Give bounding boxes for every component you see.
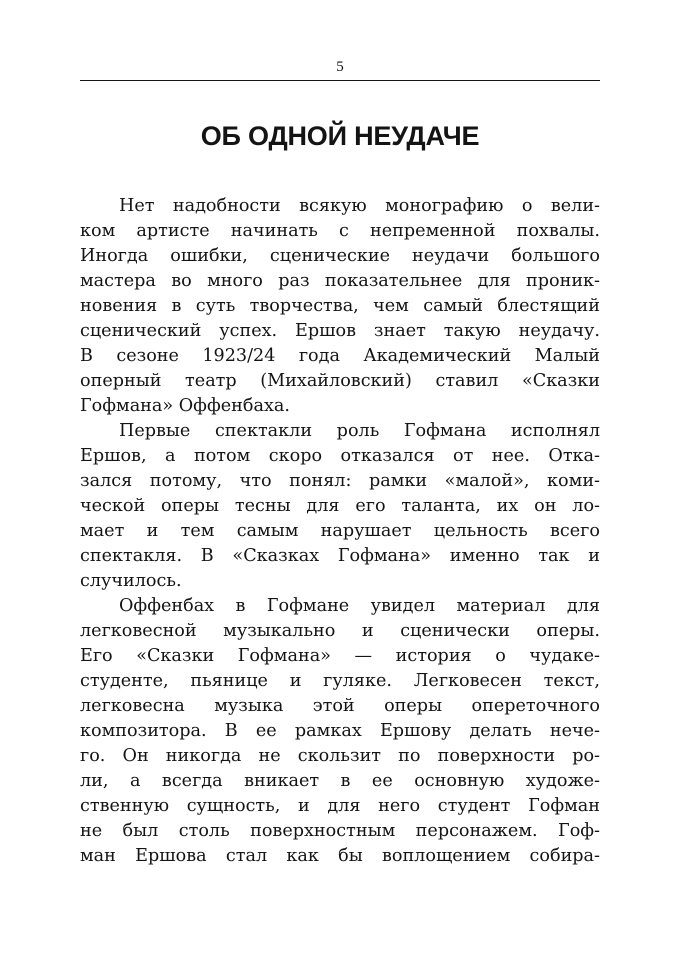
chapter-title: ОБ ОДНОЙ НЕУДАЧЕ xyxy=(200,121,480,151)
text-line: В сезоне 1923/24 года Академический Малый xyxy=(80,346,600,366)
text-line: ческой оперы тесны для его таланта, их он ло- xyxy=(80,496,600,516)
text-line: ли, а всегда вникает в ее основную художе- xyxy=(80,771,600,791)
text-line: зался потому, что понял: рамки «малой», коми- xyxy=(80,471,600,491)
text-line: ман Ершова стал как бы воплощением собира- xyxy=(80,846,600,866)
text-line: легковесной музыкально и сценически оперы. xyxy=(80,621,600,641)
text-line: Первые спектакли роль Гофмана исполнял xyxy=(119,421,600,441)
text-line: ком артисте начинать с непременной похвалы. xyxy=(80,221,600,241)
body-text xyxy=(80,194,600,869)
text-line: оперный театр (Михайловский) ставил «Сказки xyxy=(80,371,600,391)
page-number: 5 xyxy=(336,59,344,75)
text-line: студенте, пьянице и гуляке. Легковесен текст, xyxy=(80,671,600,691)
text-line: не был столь поверхностным персонажем. Гоф- xyxy=(80,821,600,841)
text-line: мает и тем самым нарушает цельность всего xyxy=(80,521,600,541)
text-line: Оффенбах в Гофмане увидел материал для xyxy=(119,596,600,616)
text-line: сценический успех. Ершов знает такую неудачу. xyxy=(80,321,600,341)
text-line: случилось. xyxy=(80,571,182,591)
text-line: Ершов, а потом скоро отказался от нее. Отка- xyxy=(80,446,600,466)
text-line: Нет надобности всякую монографию о вели- xyxy=(119,196,600,216)
text-line: го. Он никогда не скользит по поверхности ро- xyxy=(80,746,600,766)
text-line: Иногда ошибки, сценические неудачи большого xyxy=(80,246,600,266)
text-line: мастера во много раз показательнее для проник- xyxy=(80,271,600,291)
text-line: композитора. В ее рамках Ершову делать нече- xyxy=(80,721,600,741)
paragraph-1 xyxy=(80,194,600,419)
text-line: Гофмана» Оффенбаха. xyxy=(80,396,290,416)
header-rule xyxy=(80,80,600,81)
text-line: спектакля. В «Сказках Гофмана» именно так и xyxy=(80,546,600,566)
paragraph-2 xyxy=(80,419,600,594)
paragraph-3 xyxy=(80,594,600,869)
text-line: Его «Сказки Гофмана» — история о чудаке- xyxy=(80,646,600,666)
text-line: легковесна музыка этой оперы опереточного xyxy=(80,696,600,716)
text-line: новения в суть творчества, чем самый блестящий xyxy=(80,296,600,316)
text-line: ственную сущность, и для него студент Гофман xyxy=(80,796,600,816)
